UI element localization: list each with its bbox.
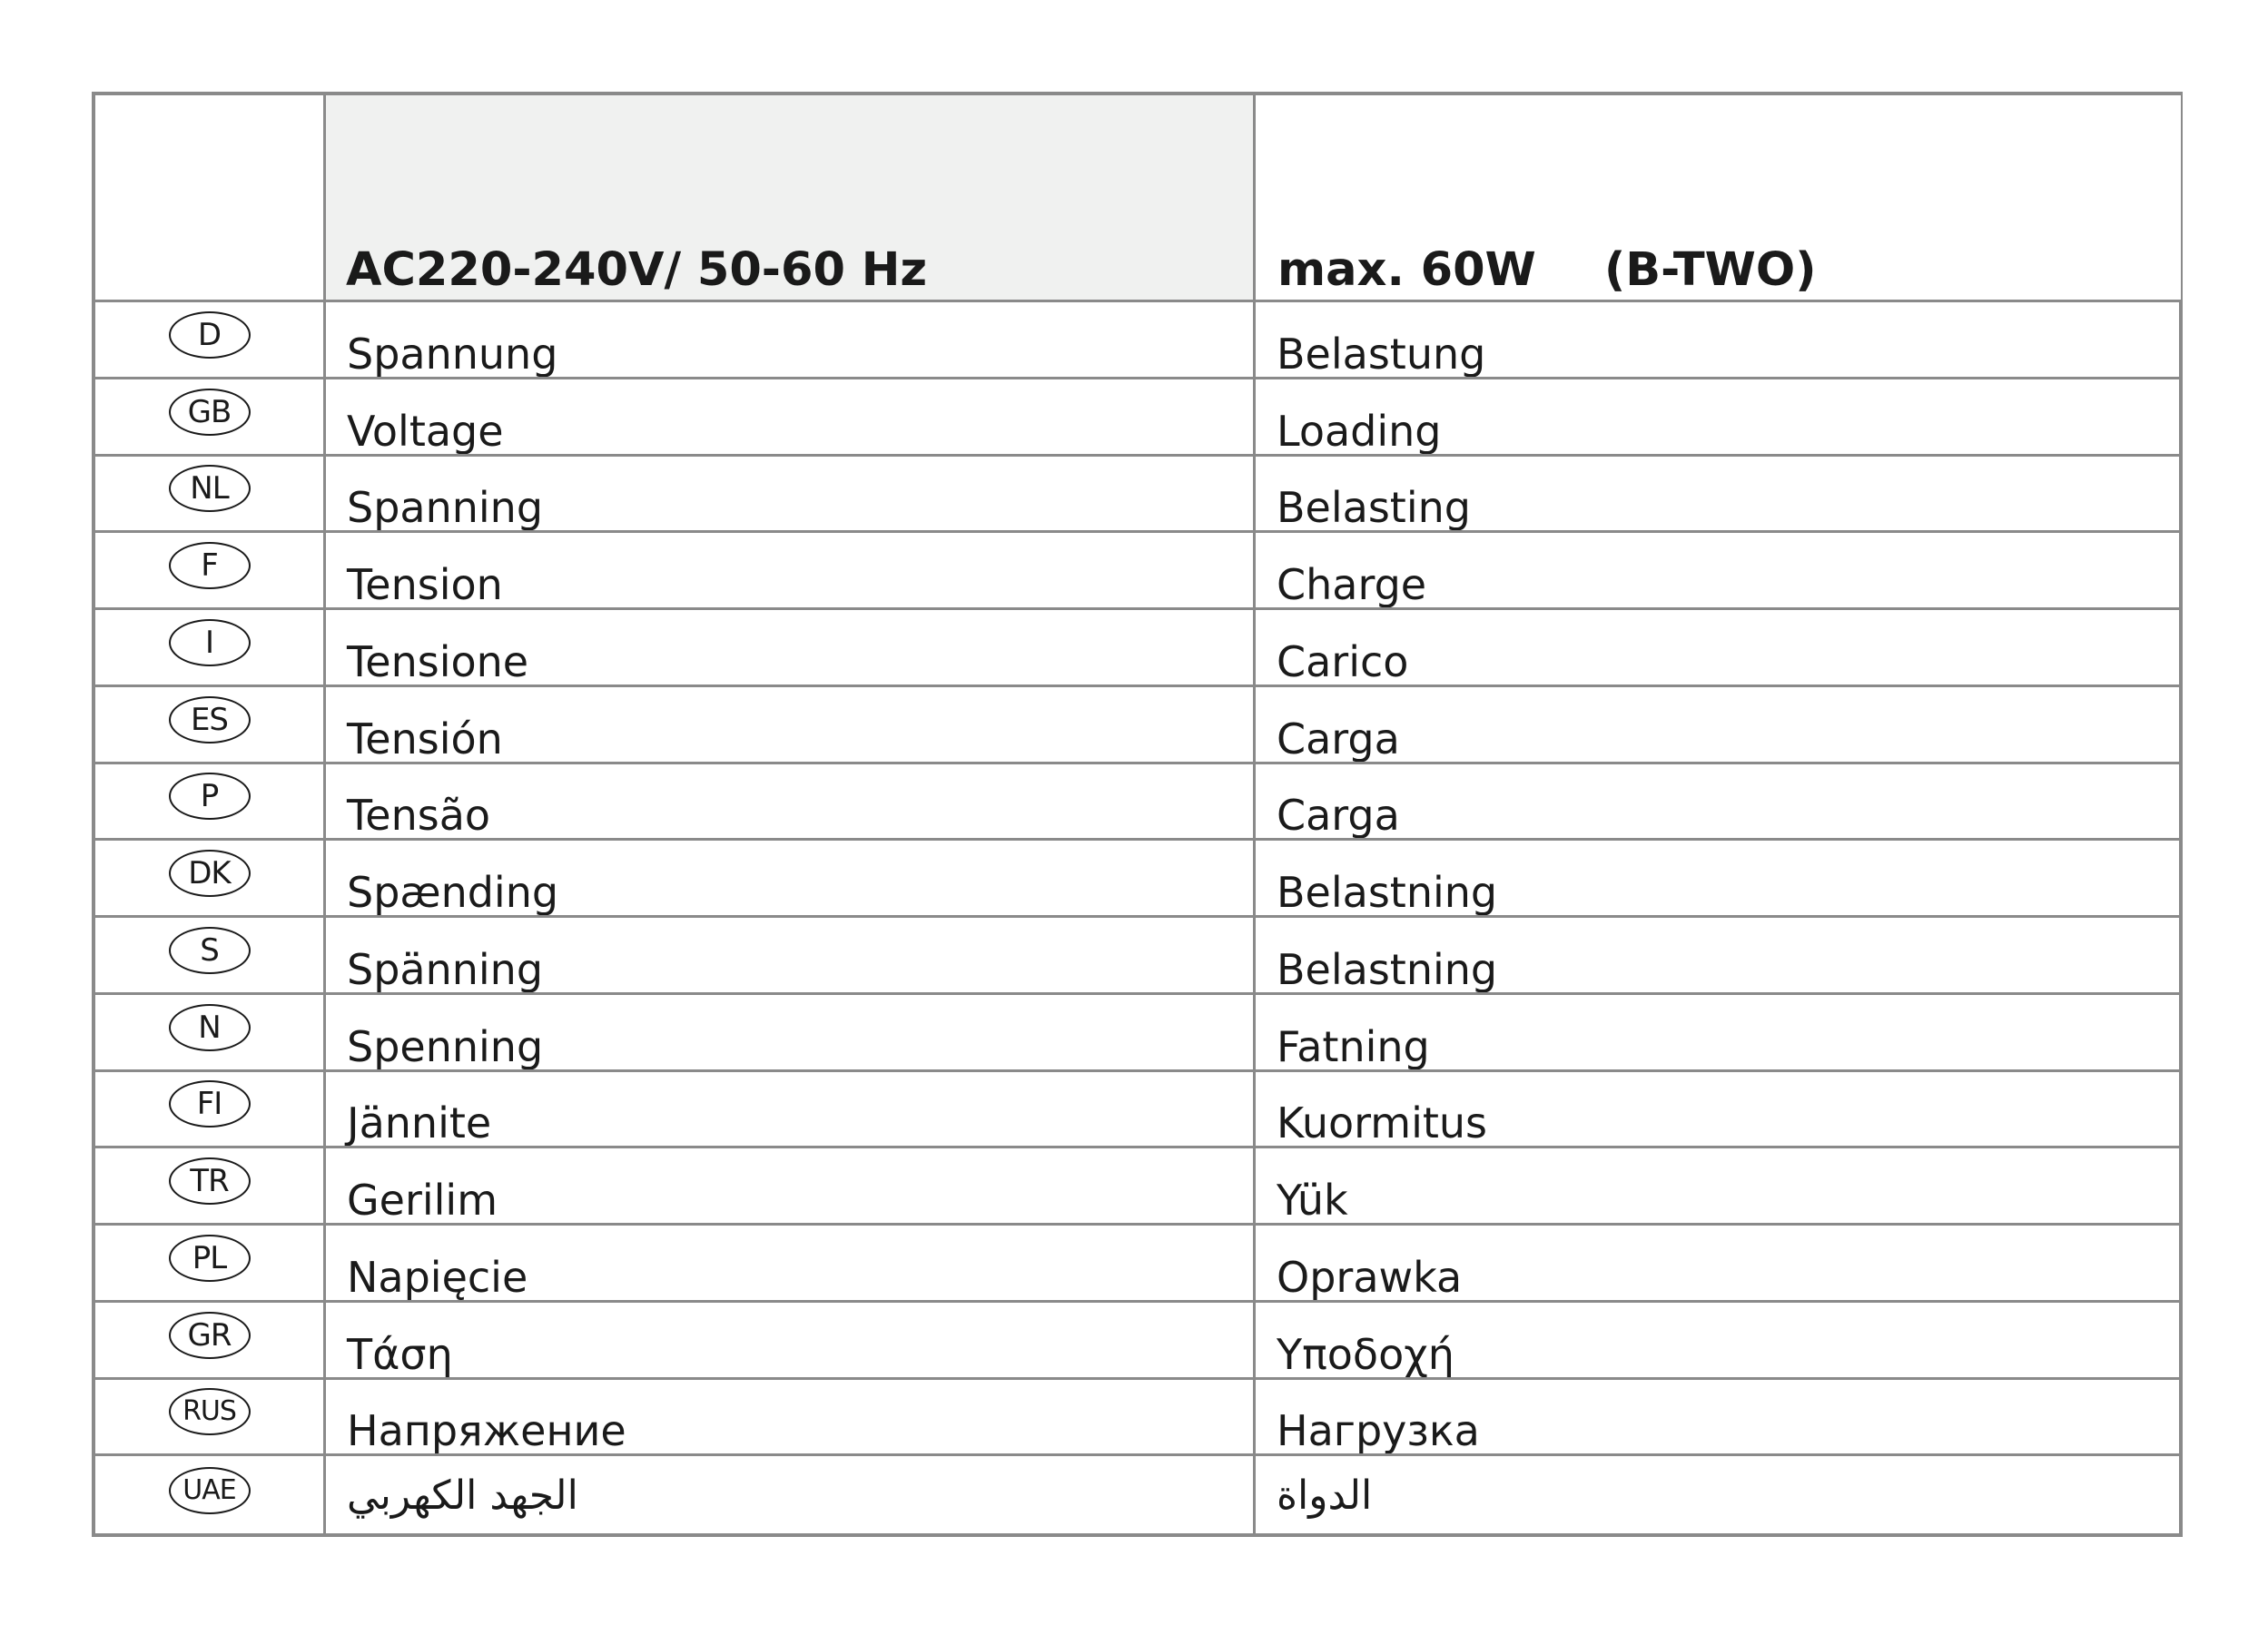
voltage-term: الجهد الكهربي [347,1472,578,1519]
load-term-cell [1256,1226,2181,1303]
language-code-cell [95,995,326,1072]
language-code-badge: P [169,773,251,820]
load-term-cell [1256,1072,2181,1149]
load-term: Oprawka [1277,1252,1463,1302]
voltage-term: Spänning [347,944,544,994]
load-term-cell [1256,610,2181,687]
language-code-badge: NL [169,465,251,512]
load-term-cell [1256,1148,2181,1226]
language-code-cell [95,610,326,687]
voltage-term: Spenning [347,1021,544,1071]
language-code-badge: PL [169,1235,251,1282]
voltage-term: Tensión [347,714,503,763]
voltage-term-cell [326,841,1256,918]
language-code-badge: UAE [169,1467,251,1514]
voltage-term-cell [326,533,1256,610]
load-spec-model: (B-TWO) [1604,243,1817,297]
language-code-badge: TR [169,1157,251,1205]
voltage-term-cell [326,918,1256,995]
language-code-badge: N [169,1004,251,1051]
voltage-term-cell [326,302,1256,379]
load-term-cell [1256,302,2181,379]
load-term: Υποδοχή [1277,1329,1454,1379]
load-term-cell [1256,457,2181,534]
voltage-term-cell [326,687,1256,764]
language-code-cell [95,687,326,764]
language-code-badge: F [169,542,251,589]
language-code-badge: GB [169,389,251,436]
language-code-badge: GR [169,1312,251,1359]
voltage-term-cell [326,379,1256,457]
voltage-term-cell [326,1072,1256,1149]
language-code-cell [95,302,326,379]
voltage-term: Voltage [347,406,504,456]
load-term: Carga [1277,791,1400,841]
language-code-cell [95,457,326,534]
voltage-spec-ac: AC220-240V/ 50-60 Hz [346,243,928,297]
language-code-cell [95,841,326,918]
language-code-cell [95,533,326,610]
voltage-term: Spanning [347,483,544,533]
load-term-cell [1256,764,2181,842]
language-code-badge: RUS [169,1388,251,1435]
load-term-cell [1256,379,2181,457]
load-spec-value: max. 60W [1277,243,1536,297]
voltage-term-cell [326,764,1256,842]
load-term: Carico [1277,636,1409,686]
language-code-cell [95,1072,326,1149]
language-code-cell [95,764,326,842]
load-term: Fatning [1277,1021,1430,1071]
voltage-term: Tension [347,560,503,609]
voltage-term-cell [326,610,1256,687]
language-code-cell [95,1148,326,1226]
language-code-cell [95,379,326,457]
language-code-cell [95,1303,326,1380]
language-specification-table [92,92,2183,1537]
load-term: Belastning [1277,944,1498,994]
load-term: Belastning [1277,868,1498,917]
load-term: Belasting [1277,483,1471,533]
voltage-term-cell [326,995,1256,1072]
voltage-term-cell [326,1456,1256,1533]
language-code-badge: S [169,927,251,974]
load-term: Yük [1277,1176,1348,1225]
voltage-term: Napięcie [347,1252,528,1302]
load-term: Charge [1277,560,1427,609]
voltage-term-cell [326,457,1256,534]
load-term-cell [1256,995,2181,1072]
load-term-cell [1256,687,2181,764]
language-code-badge: DK [169,850,251,897]
voltage-term: Τάση [347,1329,453,1379]
voltage-term: Spænding [347,868,559,917]
header-code-cell [95,95,326,302]
language-code-badge: D [169,311,251,359]
language-code-badge: I [169,619,251,666]
load-term-cell [1256,841,2181,918]
voltage-spec [346,112,927,302]
load-term-cell [1256,1303,2181,1380]
voltage-term: Напряжение [347,1406,626,1456]
voltage-term: Tensão [347,791,491,841]
language-code-badge: FI [169,1080,251,1128]
voltage-term-cell [326,1303,1256,1380]
language-code-cell [95,1456,326,1533]
load-term: الدواة [1277,1472,1373,1519]
header-voltage-cell [326,95,1256,302]
voltage-term: Jännite [347,1098,492,1148]
load-term: Carga [1277,714,1400,763]
load-term-cell [1256,918,2181,995]
language-code-cell [95,918,326,995]
voltage-term-cell [326,1148,1256,1226]
voltage-term: Tensione [347,636,529,686]
language-code-cell [95,1380,326,1457]
language-code-cell [95,1226,326,1303]
load-term-cell [1256,1380,2181,1457]
load-spec-line [1277,239,1864,302]
load-term-cell [1256,533,2181,610]
language-code-badge: ES [169,696,251,744]
load-term: Нагрузка [1277,1406,1480,1456]
voltage-term: Spannung [347,329,558,379]
load-term: Kuormitus [1277,1098,1488,1148]
voltage-term-cell [326,1226,1256,1303]
load-term-cell [1256,1456,2181,1533]
header-load-cell [1256,95,2181,302]
load-term: Loading [1277,406,1442,456]
voltage-term-cell [326,1380,1256,1457]
load-spec [1277,112,1864,302]
load-term: Belastung [1277,329,1486,379]
voltage-term: Gerilim [347,1176,498,1225]
